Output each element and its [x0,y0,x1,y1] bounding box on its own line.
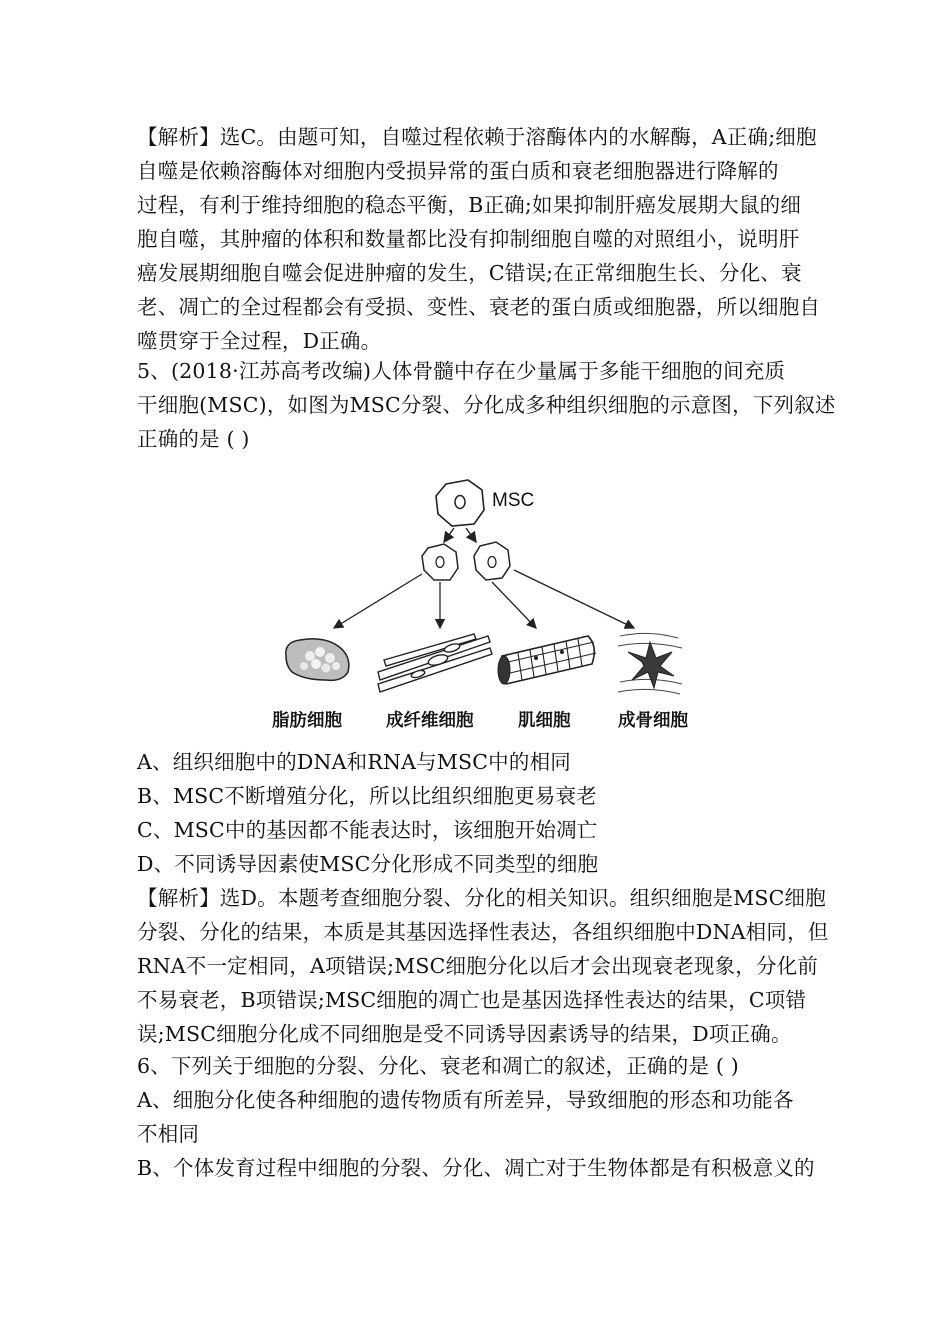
option-a-continued: 不相同 [137,1122,200,1146]
fibroblast-icon [378,634,492,692]
cell-label-muscle: 肌细胞 [518,711,571,731]
msc-differentiation-figure [268,476,708,738]
text-line: 癌发展期细胞自噬会促进肿瘤的发生，C错误;在正常细胞生长、分化、衰 [137,261,802,285]
question-6-line: 6、下列关于细胞的分裂、分化、衰老和凋亡的叙述，正确的是 ( ) [137,1054,739,1078]
option-b: B、MSC不断增殖分化，所以比组织细胞更易衰老 [137,784,597,808]
arrow-icon [444,528,454,542]
muscle-cell-icon [498,636,596,684]
option-a: A、组织细胞中的DNA和RNA与MSC中的相同 [137,750,571,774]
arrow-icon [334,574,422,628]
daughter-cell-icon [422,544,458,580]
fat-cell-icon [286,639,349,680]
cell-label-fibroblast: 成纤维细胞 [386,711,474,731]
question-5-line: 干细胞(MSC)，如图为MSC分裂、分化成多种组织细胞的示意图，下列叙述 [137,393,836,417]
text-line: 自噬是依赖溶酶体对细胞内受损异常的蛋白质和衰老细胞器进行降解的 [137,159,779,183]
arrow-icon [514,570,634,628]
msc-label: MSC [492,490,535,511]
text-line: 误;MSC细胞分化成不同细胞是受不同诱导因素诱导的结果，D项正确。 [137,1022,792,1046]
option-d: D、不同诱导因素使MSC分化形成不同类型的细胞 [137,852,599,876]
question-5-line: 正确的是 ( ) [137,427,250,451]
text-line: 不易衰老，B项错误;MSC细胞的凋亡也是基因选择性表达的结果，C项错 [137,988,807,1012]
arrow-icon [466,528,476,542]
question-5-line: 5、(2018·江苏高考改编)人体骨髓中存在少量属于多能干细胞的间充质 [137,359,786,383]
text-line: 老、凋亡的全过程都会有受损、变性、衰老的蛋白质或细胞器，所以细胞自 [137,295,821,319]
text-line: 噬贯穿于全过程，D正确。 [137,329,382,353]
text-line: 胞自噬，其肿瘤的体积和数量都比没有抑制细胞自噬的对照组小，说明肝 [137,227,800,251]
option-c: C、MSC中的基因都不能表达时，该细胞开始凋亡 [137,818,598,842]
text-line: 【解析】选C。由题可知，自噬过程依赖于溶酶体内的水解酶，A正确;细胞 [137,125,817,149]
msc-cell-icon [436,480,484,526]
text-line: RNA不一定相同，A项错误;MSC细胞分化以后才会出现衰老现象，分化前 [137,954,819,978]
cell-label-fat: 脂肪细胞 [272,711,342,731]
osteoblast-icon [618,633,682,694]
text-line: 分裂、分化的结果，本质是其基因选择性表达，各组织细胞中DNA相同，但 [137,920,829,944]
arrow-icon [492,582,536,628]
cell-label-osteoblast: 成骨细胞 [618,711,688,731]
daughter-cell-icon [474,542,510,580]
option-b: B、个体发育过程中细胞的分裂、分化、凋亡对于生物体都是有积极意义的 [137,1156,815,1180]
text-line: 过程，有利于维持细胞的稳态平衡，B正确;如果抑制肝癌发展期大鼠的细 [137,193,802,217]
option-a: A、细胞分化使各种细胞的遗传物质有所差异，导致细胞的形态和功能各 [137,1088,794,1112]
text-line: 【解析】选D。本题考查细胞分裂、分化的相关知识。组织细胞是MSC细胞 [137,886,826,910]
